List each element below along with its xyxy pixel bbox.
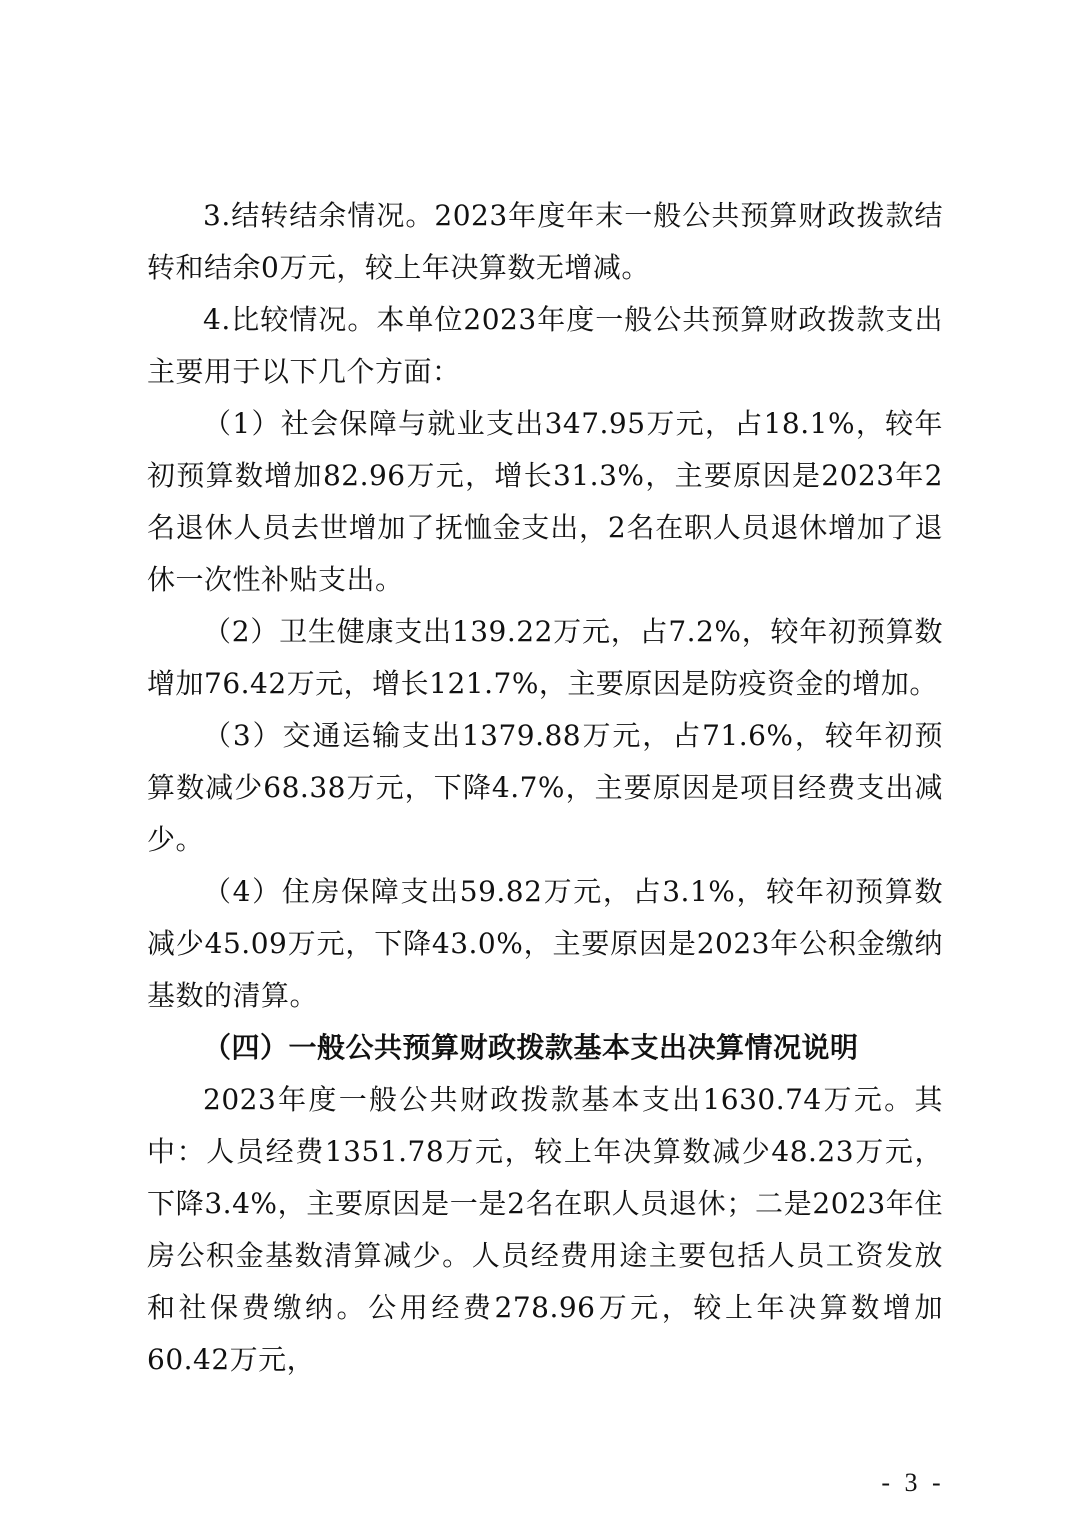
paragraph-transport: （3）交通运输支出1379.88万元，占71.6%，较年初预算数减少68.38万元，下降4.7%，主要原因是项目经费支出减少。 — [147, 719, 943, 856]
paragraph-basic-expenditure: 2023年度一般公共财政拨款基本支出1630.74万元。其中：人员经费1351.78万元，较上年决算数减少48.23万元，下降3.4%，主要原因是一是2名在职人员退休；二是2023年住房公积金基数清算减少。人员经费用途主要包括人员工资发放和社保费缴纳。公用经费278.96万元，较上年决算数增加60.42万元， — [147, 1083, 943, 1376]
document-body — [147, 190, 943, 1386]
paragraph-housing: （4）住房保障支出59.82万元，占3.1%，较年初预算数减少45.09万元，下降43.0%，主要原因是2023年公积金缴纳基数的清算。 — [147, 875, 943, 1012]
paragraph-social-security: （1）社会保障与就业支出347.95万元，占18.1%，较年初预算数增加82.96万元，增长31.3%，主要原因是2023年2名退休人员去世增加了抚恤金支出，2名在职人员退休增加了退休一次性补贴支出。 — [147, 407, 943, 596]
page-number: - 3 - — [881, 1468, 945, 1497]
paragraph-comparison-intro: 4.比较情况。本单位2023年度一般公共预算财政拨款支出主要用于以下几个方面： — [147, 303, 943, 388]
paragraph-health: （2）卫生健康支出139.22万元，占7.2%，较年初预算数增加76.42万元，增长121.7%，主要原因是防疫资金的增加。 — [147, 615, 943, 700]
paragraph-carryover-balance: 3.结转结余情况。2023年度年末一般公共预算财政拨款结转和结余0万元，较上年决算数无增减。 — [147, 199, 943, 284]
section-heading-basic-expenditure: （四）一般公共预算财政拨款基本支出决算情况说明 — [203, 1031, 859, 1064]
